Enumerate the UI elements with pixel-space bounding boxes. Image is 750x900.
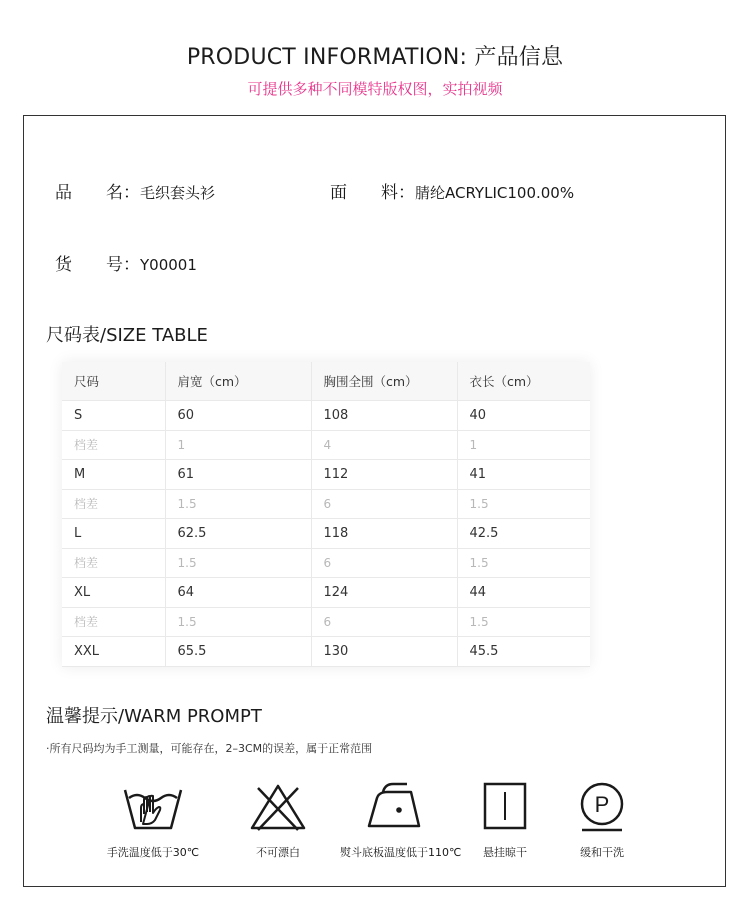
table-row-diff xyxy=(62,489,590,518)
table-cell: 108 xyxy=(311,400,457,430)
table-cell: S xyxy=(62,400,165,430)
table-cell: 4 xyxy=(311,430,457,459)
product-name xyxy=(55,178,215,203)
product-code-value: Y00001 xyxy=(140,256,197,274)
product-material-value: 腈纶ACRYLIC100.00% xyxy=(415,184,575,202)
care-no-bleach xyxy=(223,780,333,860)
iron-icon xyxy=(363,780,427,834)
table-row-diff xyxy=(62,607,590,636)
table-cell: 41 xyxy=(457,459,590,489)
table-row xyxy=(62,400,590,430)
svg-text:P: P xyxy=(594,792,610,817)
product-material-label: 面 料： xyxy=(330,183,415,203)
size-table-header-cell: 胸围全围（cm） xyxy=(311,362,457,400)
product-code xyxy=(55,250,197,275)
table-cell: 112 xyxy=(311,459,457,489)
table-row xyxy=(62,636,590,666)
care-label: 不可漂白 xyxy=(256,846,300,859)
table-row-diff xyxy=(62,548,590,577)
care-label: 手洗温度低于30℃ xyxy=(106,846,200,859)
table-cell: 61 xyxy=(165,459,311,489)
table-cell: 1.5 xyxy=(457,548,590,577)
table-row xyxy=(62,577,590,607)
table-cell: XL xyxy=(62,577,165,607)
table-cell: 6 xyxy=(311,607,457,636)
hand-wash-icon xyxy=(121,780,185,834)
table-cell: 118 xyxy=(311,518,457,548)
page-subtitle: 可提供多种不同模特版权图，实拍视频 xyxy=(247,80,503,98)
table-cell: 1.5 xyxy=(165,607,311,636)
table-cell: 40 xyxy=(457,400,590,430)
product-name-label: 品 名： xyxy=(55,183,140,203)
care-label: 熨斗底板温度低于110℃ xyxy=(340,846,462,859)
table-cell: 130 xyxy=(311,636,457,666)
table-cell: 档差 xyxy=(62,607,165,636)
table-cell: 1 xyxy=(165,430,311,459)
table-cell: L xyxy=(62,518,165,548)
care-label: 缓和干洗 xyxy=(580,846,624,859)
table-cell: 45.5 xyxy=(457,636,590,666)
warm-prompt-title: 温馨提示/WARM PROMPT xyxy=(46,706,262,727)
care-dry-clean xyxy=(547,780,657,860)
table-cell: 1.5 xyxy=(165,548,311,577)
table-cell: 1 xyxy=(457,430,590,459)
care-label: 悬挂晾干 xyxy=(483,846,527,859)
product-name-value: 毛织套头衫 xyxy=(140,184,216,202)
table-row xyxy=(62,518,590,548)
warm-prompt-note: ·所有尺码均为手工测量，可能存在，2–3CM的误差，属于正常范围 xyxy=(46,742,373,755)
table-cell: 档差 xyxy=(62,548,165,577)
table-cell: M xyxy=(62,459,165,489)
table-cell: 42.5 xyxy=(457,518,590,548)
size-table xyxy=(62,362,590,667)
table-cell: 64 xyxy=(165,577,311,607)
care-iron xyxy=(340,780,462,860)
table-cell: 44 xyxy=(457,577,590,607)
table-cell: 6 xyxy=(311,489,457,518)
table-cell: 124 xyxy=(311,577,457,607)
table-cell: 62.5 xyxy=(165,518,311,548)
size-table-header-cell: 肩宽（cm） xyxy=(165,362,311,400)
care-hand-wash xyxy=(98,780,208,860)
table-cell: 1.5 xyxy=(165,489,311,518)
table-cell: 档差 xyxy=(62,430,165,459)
table-cell: 档差 xyxy=(62,489,165,518)
size-table-title: 尺码表/SIZE TABLE xyxy=(46,325,208,346)
table-row xyxy=(62,459,590,489)
page-title: PRODUCT INFORMATION: 产品信息 xyxy=(186,45,564,70)
table-row-diff xyxy=(62,430,590,459)
table-cell: 6 xyxy=(311,548,457,577)
product-material xyxy=(330,178,574,203)
table-cell: 65.5 xyxy=(165,636,311,666)
table-cell: 60 xyxy=(165,400,311,430)
care-line-dry xyxy=(450,780,560,860)
table-cell: 1.5 xyxy=(457,607,590,636)
product-code-label: 货 号： xyxy=(55,255,140,275)
no-bleach-icon xyxy=(246,780,310,834)
size-table-header-row xyxy=(62,362,590,400)
size-table-header-cell: 尺码 xyxy=(62,362,165,400)
table-cell: XXL xyxy=(62,636,165,666)
size-table-header-cell: 衣长（cm） xyxy=(457,362,590,400)
table-cell: 1.5 xyxy=(457,489,590,518)
line-dry-icon xyxy=(473,780,537,834)
dry-clean-p-icon xyxy=(570,780,634,834)
